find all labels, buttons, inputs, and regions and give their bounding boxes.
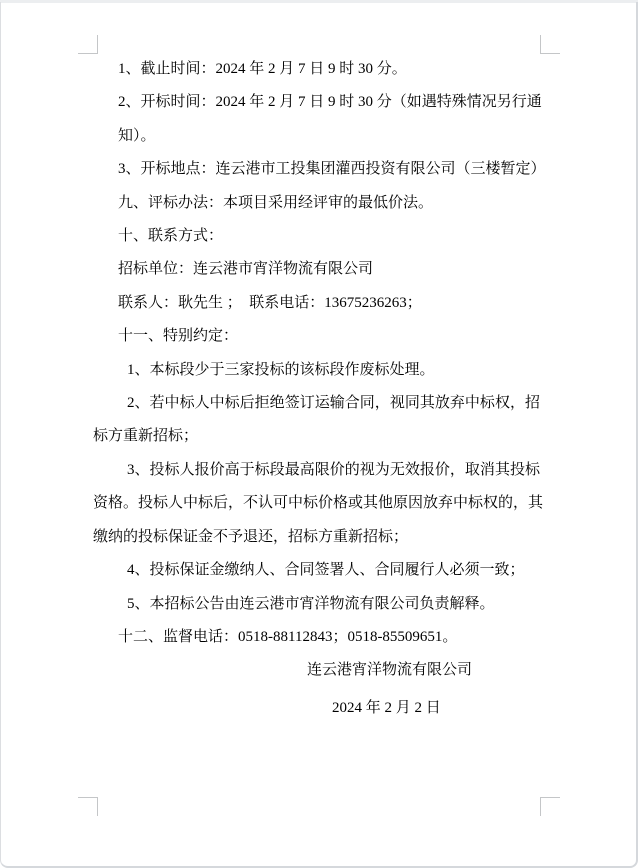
doc-line-term-3-wrap-2: 缴纳的投标保证金不予退还，招标方重新招标；	[93, 528, 409, 545]
doc-line-open-place: 3、开标地点：连云港市工投集团灌西投资有限公司（三楼暂定）	[118, 161, 546, 178]
doc-line-term-5: 5、本招标公告由连云港市宵洋物流有限公司负责解释。	[127, 595, 495, 612]
page-top-border	[0, 0, 638, 3]
doc-line-term-1: 1、本标段少于三家投标的该标段作废标处理。	[127, 361, 435, 378]
doc-line-term-4: 4、投标保证金缴纳人、合同签署人、合同履行人必须一致；	[127, 562, 525, 579]
doc-line-tender-unit: 招标单位：连云港市宵洋物流有限公司	[118, 261, 374, 278]
doc-line-contact-heading: 十、联系方式：	[118, 228, 224, 245]
doc-line-special-terms-heading: 十一、特别约定：	[118, 328, 239, 345]
crop-mark-top-left	[78, 35, 98, 54]
doc-line-open-time: 2、开标时间：2024 年 2 月 7 日 9 时 30 分（如遇特殊情况另行通	[118, 94, 542, 111]
signature-date: 2024 年 2 月 2 日	[332, 699, 441, 716]
doc-line-contact-person: 联系人：耿先生 ； 联系电话：13675236263；	[118, 294, 422, 311]
doc-line-open-time-wrap: 知）。	[118, 127, 156, 144]
crop-mark-bottom-left	[78, 797, 98, 816]
crop-mark-top-right	[540, 35, 560, 54]
signature-company: 连云港宵洋物流有限公司	[307, 662, 473, 679]
doc-line-term-3: 3、投标人报价高于标段最高限价的视为无效报价，取消其投标	[127, 461, 540, 478]
doc-line-evaluation-method: 九、评标办法：本项目采用经评审的最低价法。	[118, 194, 434, 211]
doc-line-term-2-wrap: 标方重新招标；	[93, 428, 199, 445]
crop-mark-bottom-right	[540, 797, 560, 816]
doc-line-term-2: 2、若中标人中标后拒绝签订运输合同，视同其放弃中标权，招	[127, 395, 540, 412]
doc-line-supervision-phone: 十二、监督电话：0518-88112843；0518-85509651。	[118, 628, 458, 645]
doc-line-deadline-time: 1、截止时间：2024 年 2 月 7 日 9 时 30 分。	[118, 61, 407, 77]
doc-line-term-3-wrap-1: 资格。投标人中标后，不认可中标价格或其他原因放弃中标权的，其	[93, 495, 544, 512]
document-text-area	[93, 53, 546, 725]
